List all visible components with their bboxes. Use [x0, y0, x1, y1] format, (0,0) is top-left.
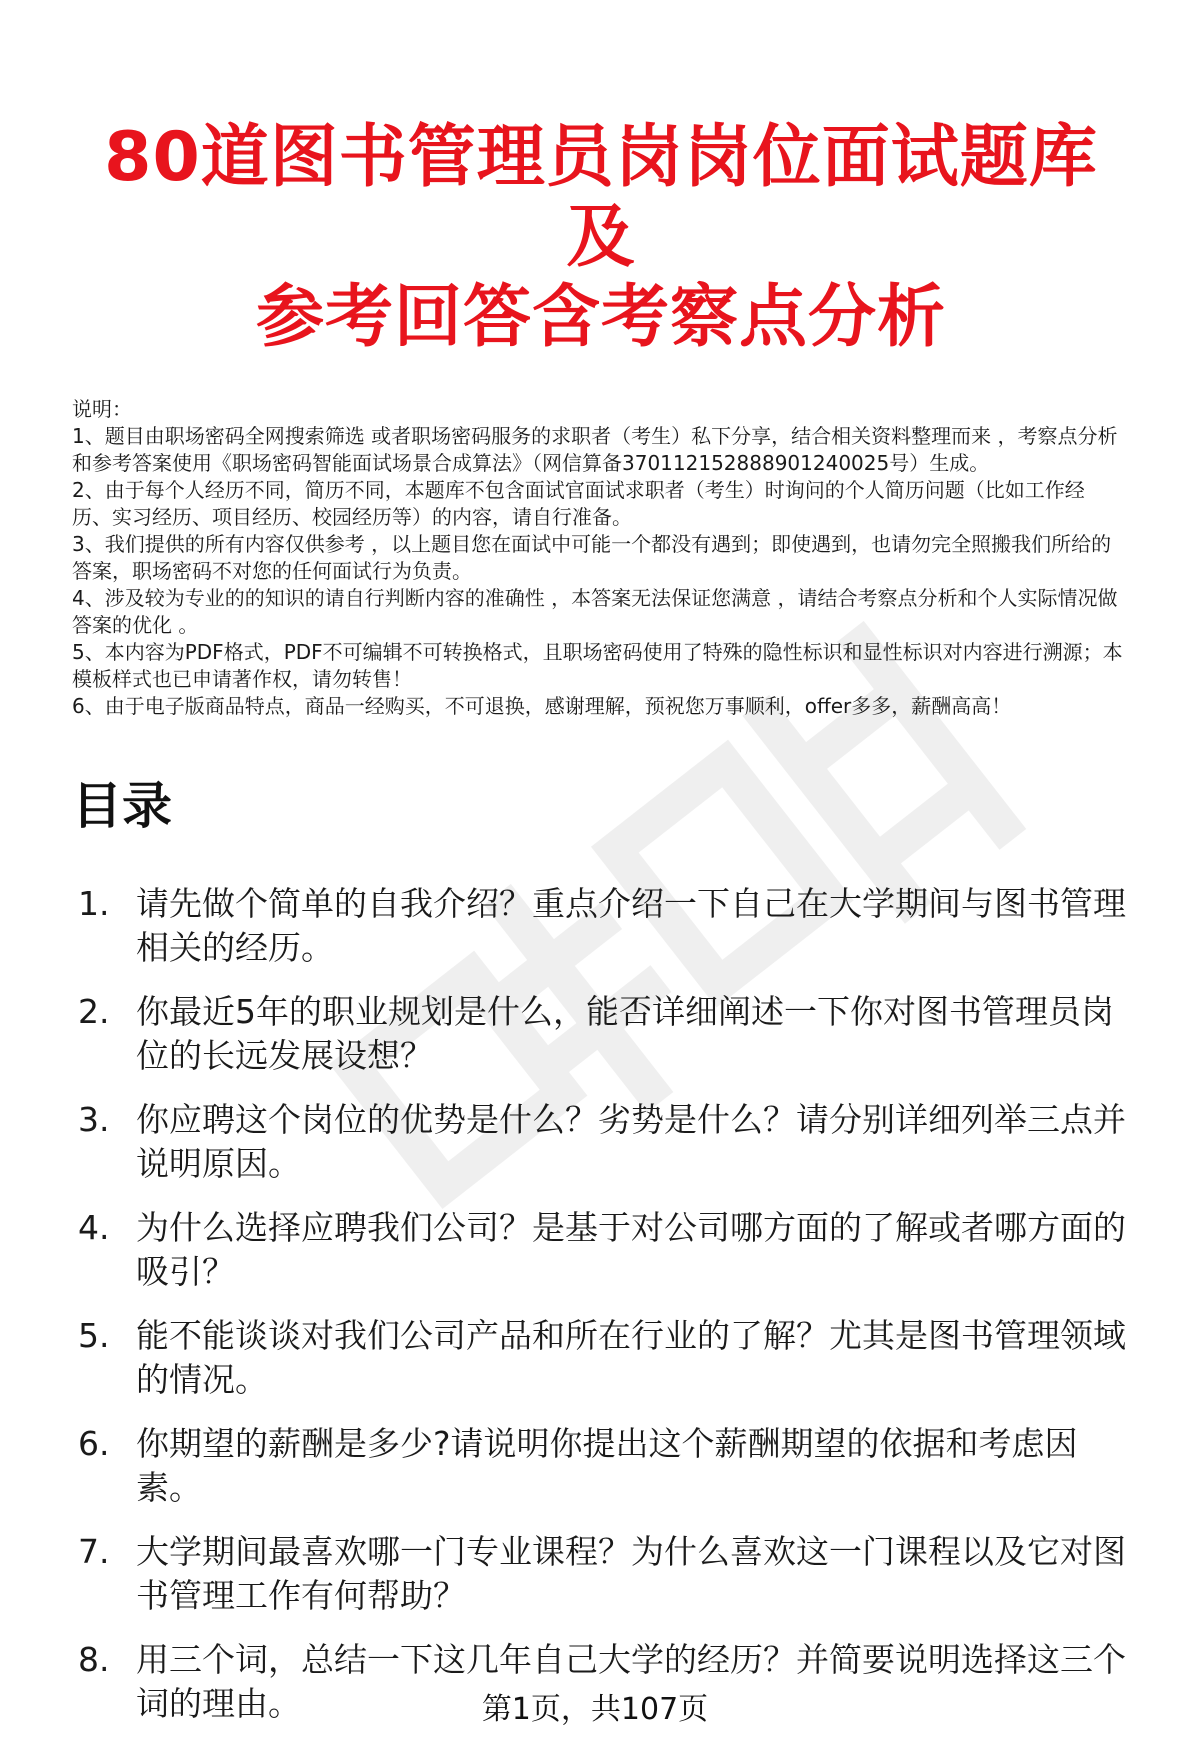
title-line-2: 参考回答含考察点分析: [255, 278, 946, 357]
note-item: 3、我们提供的所有内容仅供参考 ，以上题目您在面试中可能一个都没有遇到；即使遇到，也请勿完全照搬我们所给的答案，职场密码不对您的任何面试行为负责。: [72, 532, 1112, 583]
toc-item[interactable]: [72, 1314, 1130, 1402]
note-item: 6、由于电子版商品特点，商品一经购买，不可退换，感谢理解，预祝您万事顺利，offer多多，薪酬高高！: [72, 694, 1012, 718]
toc-item[interactable]: [72, 1422, 1130, 1510]
toc-item-number: 7.: [78, 1532, 110, 1571]
notes-heading: 说明：: [72, 397, 132, 421]
toc-item-text: 大学期间最喜欢哪一门专业课程？为什么喜欢这一门课程以及它对图书管理工作有何帮助？: [136, 1532, 1126, 1615]
toc-item-text: 你最近5年的职业规划是什么，能否详细阐述一下你对图书管理员岗位的长远发展设想？: [136, 992, 1114, 1075]
toc-item-text: 你应聘这个岗位的优势是什么？劣势是什么？请分别详细列举三点并说明原因。: [136, 1100, 1126, 1183]
toc-item[interactable]: [72, 1206, 1130, 1294]
page-footer: [0, 1690, 1190, 1730]
note-item: 5、本内容为PDF格式，PDF不可编辑不可转换格式，且职场密码使用了特殊的隐性标识和显性标识对内容进行溯源；本模板样式也已申请著作权，请勿转售！: [72, 640, 1123, 691]
notes-section: [72, 396, 1130, 720]
toc-item[interactable]: [72, 882, 1130, 970]
toc-item[interactable]: [72, 1530, 1130, 1618]
toc-item-text: 你期望的薪酬是多少?请说明你提出这个薪酬期望的依据和考虑因素。: [136, 1424, 1078, 1507]
page-number-label: 第1页，共107页: [481, 1692, 709, 1727]
document-title: [72, 0, 1130, 358]
note-item: 4、涉及较为专业的的知识的请自行判断内容的准确性 ，本答案无法保证您满意 ，请结合考察点分析和个人实际情况做答案的优化 。: [72, 586, 1118, 637]
toc-item-number: 8.: [78, 1640, 110, 1679]
note-item: 2、由于每个人经历不同，简历不同，本题库不包含面试官面试求职者（考生）时询问的个人简历问题（比如工作经历、实习经历、项目经历、校园经历等）的内容，请自行准备。: [72, 478, 1085, 529]
toc-item-text: 请先做个简单的自我介绍？重点介绍一下自己在大学期间与图书管理相关的经历。: [136, 884, 1126, 967]
title-line-1: 80道图书管理员岗岗位面试题库及: [104, 118, 1098, 277]
toc-item-number: 4.: [78, 1208, 110, 1247]
note-item: 1、题目由职场密码全网搜索筛选 或者职场密码服务的求职者（考生）私下分享，结合相关资料整理而来 ，考察点分析和参考答案使用《职场密码智能面试场景合成算法》（网信算备370112152888901240025号）生成。: [72, 424, 1118, 475]
toc-item[interactable]: [72, 1098, 1130, 1186]
toc-item-number: 6.: [78, 1424, 110, 1463]
toc-item-text: 为什么选择应聘我们公司？是基于对公司哪方面的了解或者哪方面的吸引？: [136, 1208, 1126, 1291]
toc-list: [72, 882, 1130, 1726]
toc-item-number: 2.: [78, 992, 110, 1031]
toc-item-text: 用三个词，总结一下这几年自己大学的经历？并简要说明选择这三个词的理由。: [136, 1640, 1126, 1723]
toc-heading: 目录: [72, 777, 172, 835]
toc-item-number: 3.: [78, 1100, 110, 1139]
toc-item[interactable]: [72, 990, 1130, 1078]
toc-item-number: 1.: [78, 884, 110, 923]
toc-item-text: 能不能谈谈对我们公司产品和所在行业的了解？尤其是图书管理领域的情况。: [136, 1316, 1126, 1399]
toc-item-number: 5.: [78, 1316, 110, 1355]
